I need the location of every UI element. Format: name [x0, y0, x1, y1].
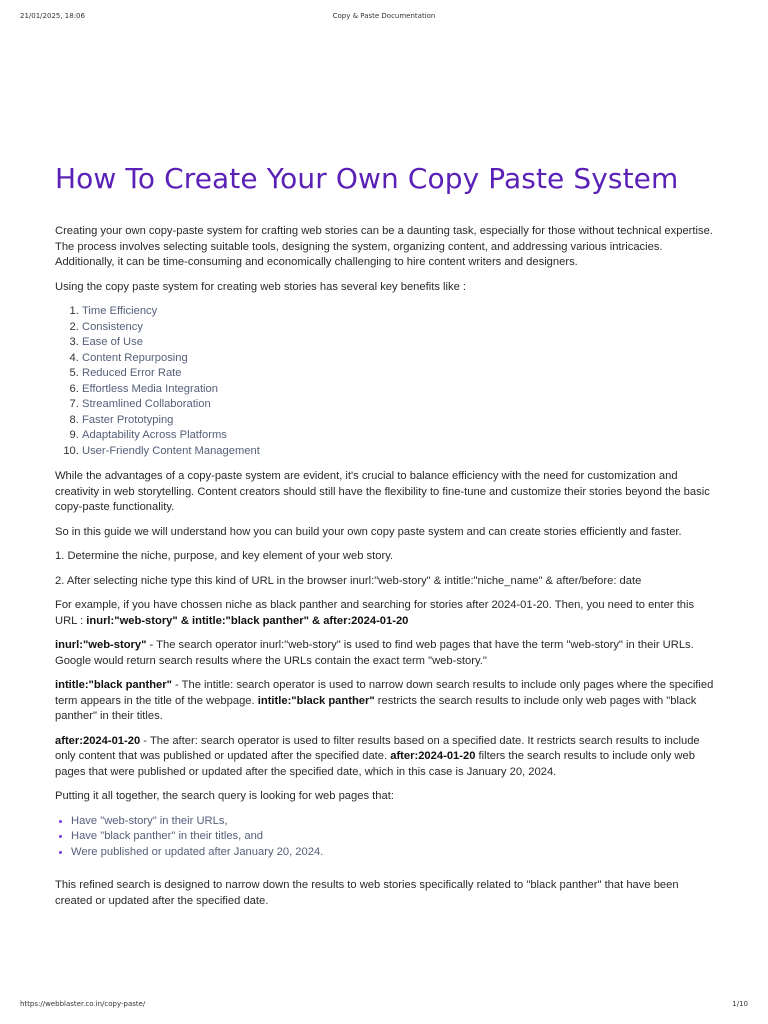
example-query: inurl:"web-story" & intitle:"black panther" & after:2024-01-20: [86, 614, 409, 627]
list-item: 8. Faster Prototyping: [82, 413, 715, 429]
list-item: 3. Ease of Use: [82, 335, 715, 351]
page-title: How To Create Your Own Copy Paste System: [55, 162, 679, 195]
intitle-description: - The intitle: search operator is used to narrow down search results to include only pages where the specified term appears in the title of the webpage.: [55, 679, 714, 707]
list-item: 6. Effortless Media Integration: [82, 382, 715, 398]
intro-paragraph: Creating your own copy-paste system for crafting web stories can be a daunting task, especially for those without technical expertise. The process involves selecting suitable tools, designing the system, organizing content, and addressing various intricacies. Additionally, it can be time-consuming and economically challenging to hire content writers and designers.: [55, 225, 713, 268]
after-paragraph: [55, 734, 715, 781]
print-url: https://webblaster.co.in/copy-paste/: [20, 1000, 146, 1008]
list-item: • Have "web-story" in their URLs,: [71, 814, 715, 830]
page-number: 1/10: [732, 1000, 748, 1008]
step-2: 2. After selecting niche type this kind of URL in the browser inurl:"web-story" & intitle:"niche_name" & after/before: date: [55, 574, 642, 587]
list-item: 5. Reduced Error Rate: [82, 366, 715, 382]
print-title: Copy & Paste Documentation: [332, 12, 436, 20]
query-points-list: [55, 814, 715, 861]
balance-paragraph: While the advantages of a copy-paste system are evident, it's crucial to balance efficiency with the need for customization and creativity in web storytelling. Content creators should still have the flexibility to fine-tune and customize their stories beyond the basic copy-paste functionality.: [55, 470, 710, 513]
together-paragraph: Putting it all together, the search query is looking for web pages that:: [55, 790, 394, 802]
print-header: [20, 12, 748, 24]
step-1: 1. Determine the niche, purpose, and key element of your web story.: [55, 550, 394, 562]
inurl-term: inurl:"web-story": [55, 639, 147, 651]
after-term: after:2024-01-20: [55, 734, 141, 747]
list-item: 7. Streamlined Collaboration: [82, 397, 715, 413]
print-date: 21/01/2025, 18:06: [20, 12, 85, 20]
list-item: • Were published or updated after January 20, 2024.: [71, 845, 715, 861]
intitle-term: intitle:"black panther": [55, 679, 172, 691]
after-description: - The after: search operator is used to filter results based on a specified date. It restricts search results to include only content that was published or updated after the specified date.: [55, 734, 700, 762]
refined-paragraph: This refined search is designed to narrow down the results to web stories specifically related to "black panther" that have been created or updated after the specified date.: [55, 879, 679, 907]
list-item: 10. User-Friendly Content Management: [82, 444, 715, 460]
intitle-term-inline: intitle:"black panther": [257, 694, 375, 707]
list-item: 2. Consistency: [82, 320, 715, 336]
example-paragraph: [55, 598, 715, 629]
inurl-description: - The search operator inurl:"web-story" is used to find web pages that have the term "web-story" in their URLs. Google would return search results where the URLs contain the exact term "web-story.": [55, 639, 694, 667]
after-term-inline: after:2024-01-20: [390, 750, 476, 762]
list-item: 1. Time Efficiency: [82, 304, 715, 320]
print-footer: [20, 1000, 748, 1012]
benefits-lead: Using the copy paste system for creating web stories has several key benefits like :: [55, 280, 467, 293]
guide-paragraph: So in this guide we will understand how you can build your own copy paste system and can create stories efficiently and faster.: [55, 525, 682, 538]
article: [55, 160, 715, 918]
example-text: For example, if you have chossen niche as black panther and searching for stories after 2024-01-20. Then, you need to enter this URL :: [55, 599, 695, 627]
inurl-paragraph: [55, 638, 715, 669]
benefits-list: [55, 304, 715, 459]
after-description-end: filters the search results to include only web pages that were published or updated after the specified date, which in this case is January 20, 2024.: [55, 750, 695, 778]
list-item: 9. Adaptability Across Platforms: [82, 428, 715, 444]
intitle-paragraph: [55, 678, 715, 725]
list-item: • Have "black panther" in their titles, and: [71, 829, 715, 845]
list-item: 4. Content Repurposing: [82, 351, 715, 367]
intitle-description-end: restricts the search results to include only web pages with "black panther" in their titles.: [55, 694, 697, 722]
